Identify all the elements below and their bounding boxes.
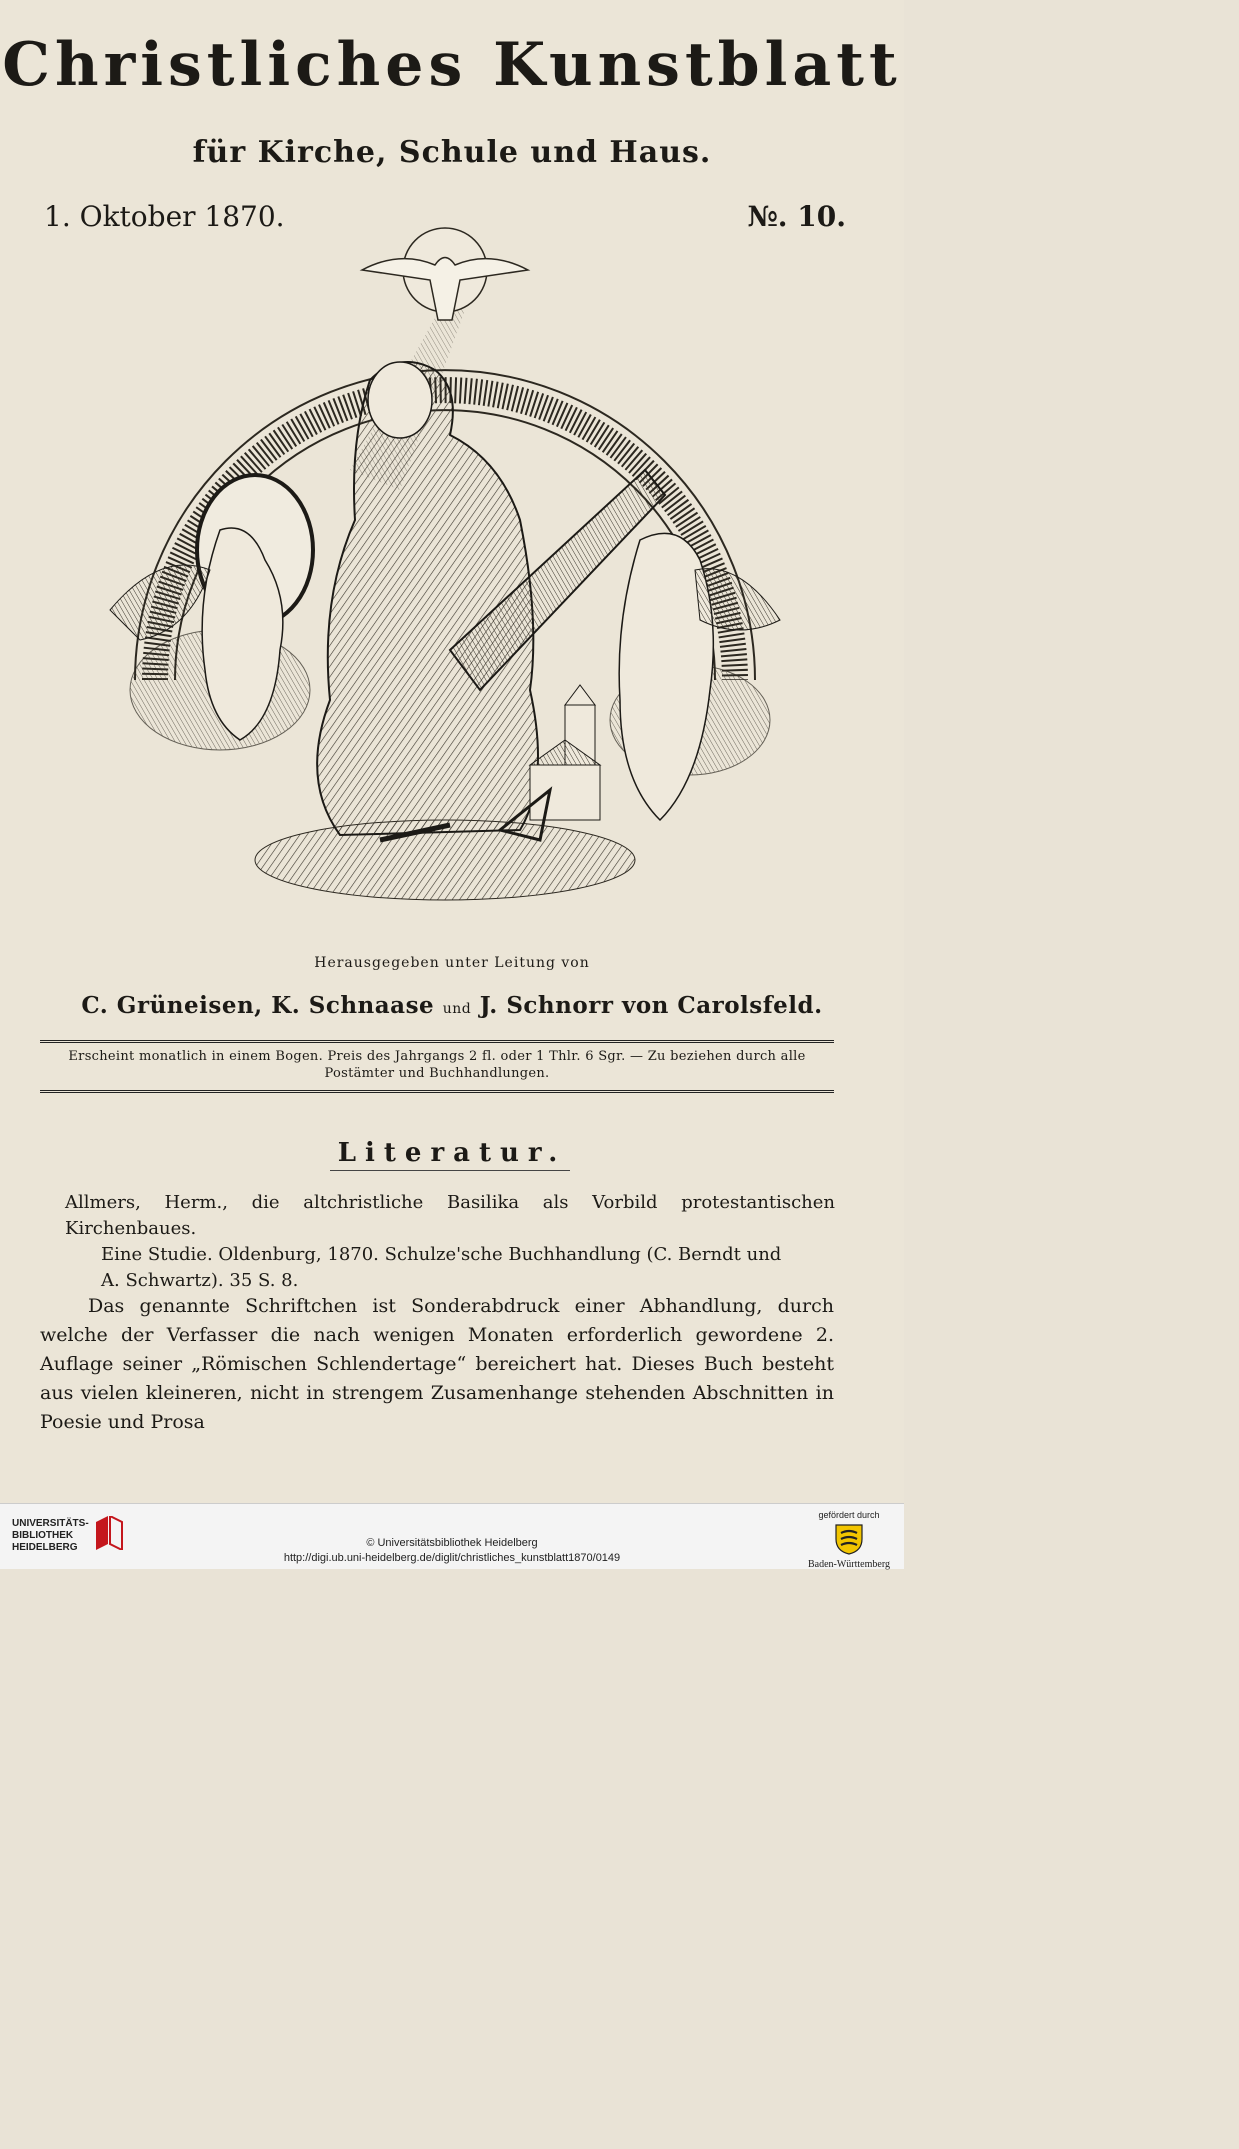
issue-number: №. 10. [747, 200, 846, 233]
masthead-subtitle: für Kirche, Schule und Haus. [192, 135, 712, 170]
library-line-3: HEIDELBERG [12, 1542, 78, 1553]
editor-1: C. Grüneisen, [81, 992, 263, 1019]
funder-block [804, 1510, 894, 1570]
editor-2: K. Schnaase [271, 992, 435, 1019]
coat-of-arms-icon [832, 1523, 866, 1555]
section-heading-rule [330, 1170, 570, 1171]
subscription-info [40, 1048, 834, 1082]
editors-intro: Herausgegeben unter Leitung von [314, 955, 590, 971]
issue-date: 1. Oktober 1870. [44, 200, 285, 233]
right-wing [695, 569, 780, 630]
library-line-1: UNIVERSITÄTS- [12, 1518, 89, 1529]
left-wing [110, 565, 210, 640]
engraving-illustration [100, 220, 790, 925]
editors-line [0, 992, 904, 1019]
divider-bottom [40, 1090, 834, 1093]
library-line-2: BIBLIOTHEK [12, 1530, 74, 1541]
dove-icon [362, 258, 528, 321]
editor-3: J. Schnorr von Carolsfeld. [479, 992, 823, 1019]
permalink-url[interactable]: http://digi.ub.uni-heidelberg.de/diglit/christliches_kunstblatt1870/0149 [283, 1552, 621, 1564]
masthead-title: Christliches Kunstblatt [2, 30, 902, 100]
viewer-footer [0, 1503, 904, 1569]
copyright-notice: © Universitätsbibliothek Heidelberg [366, 1537, 538, 1549]
citation-line-1: Allmers, Herm., die altchristliche Basilika als Vorbild protestantischen Kirchenbaues. [65, 1192, 835, 1239]
divider-top [40, 1040, 834, 1043]
body-paragraph: Das genannte Schriftchen ist Sonderabdruck einer Abhandlung, durch welche der Verfasser die nach wenigen Monaten erforderlich gewordene 2. Auflage seiner „Römischen Schlendertage“ bereichert hat. Dieses Buch besteht aus vielen kleineren, nicht in strengem Zusamenhange stehenden Abschnitten in Poesie und Prosa [40, 1295, 834, 1433]
subscription-line-1: Erscheint monatlich in einem Bogen. Preis des Jahrgangs 2 fl. oder 1 Thlr. 6 Sgr. — Zu beziehen durch alle [68, 1049, 806, 1064]
book-citation [65, 1190, 835, 1294]
editors-joiner: und [442, 1001, 472, 1017]
funder-label: gefördert durch [818, 1510, 880, 1520]
citation-line-3: A. Schwartz). 35 S. 8. [101, 1270, 299, 1291]
church-model [530, 685, 600, 820]
citation-line-2: Eine Studie. Oldenburg, 1870. Schulze'sche Buchhandlung (C. Berndt und [101, 1244, 782, 1265]
funder-name: Baden-Württemberg [807, 1559, 890, 1570]
subscription-line-2: Postämter und Buchhandlungen. [324, 1066, 550, 1081]
section-heading: Literatur. [337, 1138, 567, 1168]
